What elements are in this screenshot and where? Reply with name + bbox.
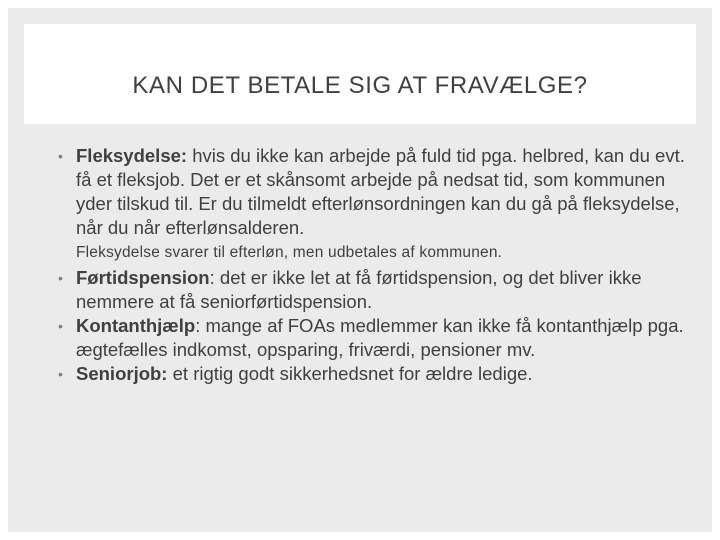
bullet-text: : det er ikke let at få førtidspension, og det bliver ikke nemmere at få seniorførtidspension.	[76, 267, 642, 312]
bullet-text: hvis du ikke kan arbejde på fuld tid pga. helbred, kan du evt. få et fleksjob. Det er et skånsomt arbejde på nedsat tid, som kommunen yder tilskud til. Er du tilmeldt efterlønsordningen kan du gå på fleksydelse, når du når efterlønsalderen.	[76, 145, 685, 238]
bullet-term: Førtidspension	[76, 267, 210, 288]
bullet-term: Kontanthjælp	[76, 315, 196, 336]
bullet-icon: •	[58, 318, 63, 334]
slide-title: KAN DET BETALE SIG AT FRAVÆLGE?	[132, 72, 588, 99]
content-area	[56, 144, 686, 386]
bullet-icon: •	[58, 270, 63, 286]
bullet-kontanthjaelp	[56, 314, 686, 362]
bullet-term: Seniorjob:	[76, 363, 168, 384]
title-box	[24, 24, 696, 124]
bullet-fleksydelse	[56, 144, 686, 240]
bullet-text: : mange af FOAs medlemmer kan ikke få kontanthjælp pga. ægtefælles indkomst, opsparing, friværdi, pensioner mv.	[76, 315, 684, 360]
bullet-term: Fleksydelse:	[76, 145, 188, 166]
bullet-icon: •	[58, 366, 63, 382]
bullet-icon: •	[58, 148, 63, 164]
bullet-fortidspension	[56, 266, 686, 314]
slide	[8, 8, 712, 532]
bullet-seniorjob	[56, 362, 686, 386]
sub-bullet-fleksydelse: Fleksydelse svarer til efterløn, men udbetales af kommunen.	[76, 244, 503, 261]
bullet-text: et rigtig godt sikkerhedsnet for ældre ledige.	[167, 363, 533, 384]
